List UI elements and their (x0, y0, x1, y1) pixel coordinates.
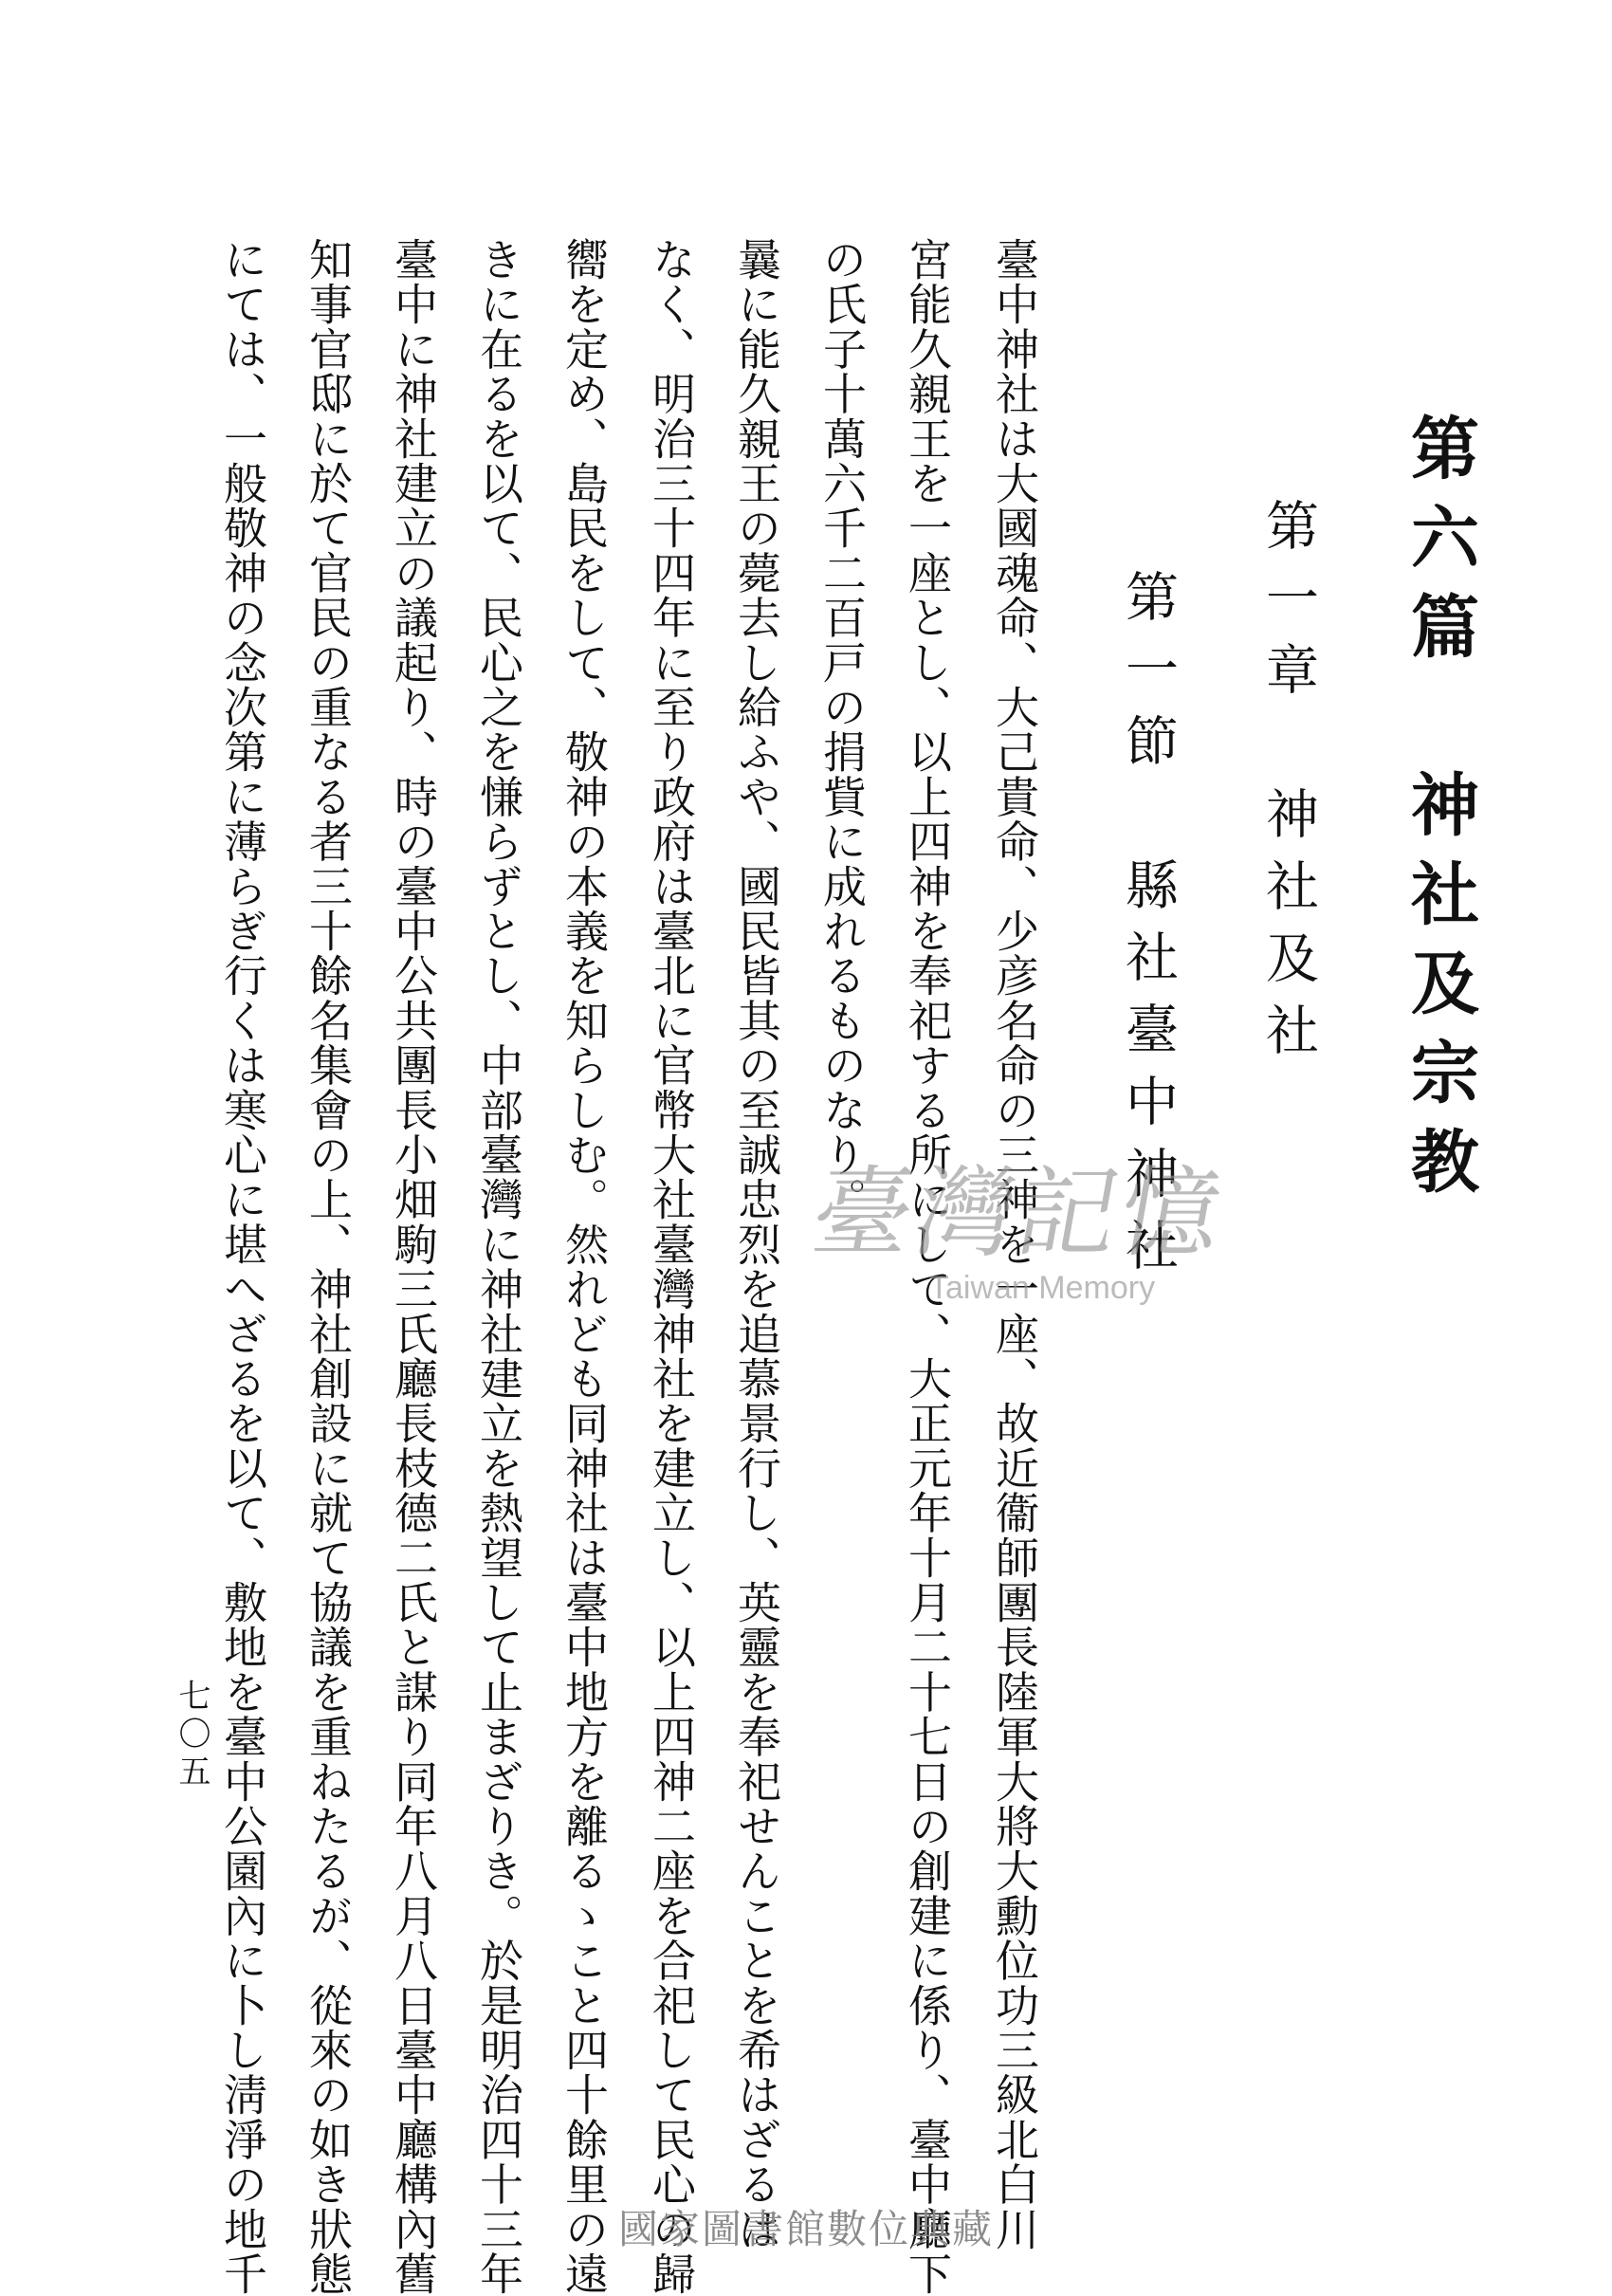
body-text-line: にては、一般敬神の念次第に薄らぎ行くは寒心に堪へざるを以て、敷地を臺中公園內に卜し淸淨の地千 (217, 237, 268, 2296)
chapter-part-title: 第六篇 神社及宗教 (1400, 413, 1480, 1215)
body-text-line: きに在るを以て、民心之を慊らずとし、中部臺灣に神社建立を熱望して止まざりき。於是明治四十三年 (473, 237, 524, 2296)
page-number: 七〇五 (173, 1679, 211, 1792)
chapter-heading: 第一章 神社及社 (1257, 498, 1319, 1075)
body-text-line: なく、明治三十四年に至り政府は臺北に官幣大社臺灣神社を建立し、以上四神二座を合祀して民心の歸 (646, 237, 697, 2296)
body-text-line: 曩に能久親王の薨去し給ふや、國民皆其の至誠忠烈を追慕景行し、英靈を奉祀せんことを希はざるは (731, 237, 782, 2251)
body-text-line: 臺中神社は大國魂命、大己貴命、少彦名命の三神を一座、故近衞師團長陸軍大將大勳位功三級北白川 (989, 237, 1040, 2251)
watermark-logo: 臺灣記憶 (803, 1155, 1235, 1271)
watermark-subtitle: Taiwan Memory (929, 1270, 1156, 1306)
footer-archive-label: 國家圖書館數位典藏 (617, 2206, 994, 2252)
body-text-line: 知事官邸に於て官民の重なる者三十餘名集會の上、神社創設に就て協議を重ねたるが、從來の如き狀態 (302, 237, 354, 2296)
body-text-line: 臺中に神社建立の議起り、時の臺中公共團長小畑駒三氏廳長枝德二氏と謀り同年八月八日臺中廳構內舊 (388, 237, 439, 2296)
taiwan-memory-watermark (803, 1133, 1235, 1307)
section-heading: 第一節 縣社臺中神社 (1117, 569, 1179, 1290)
body-text-line: 嚮を定め、島民をして、敬神の本義を知らしむ。然れども同神社は臺中地方を離るゝこと四十餘里の遠 (559, 237, 610, 2296)
body-text-line: の氏子十萬六千二百戸の捐貲に成れるものなり。 (816, 237, 868, 1222)
body-text-line: 宮能久親王を一座とし、以上四神を奉祀する所にして、大正元年十月二十七日の創建に係り、臺中廳下 (902, 237, 953, 2296)
